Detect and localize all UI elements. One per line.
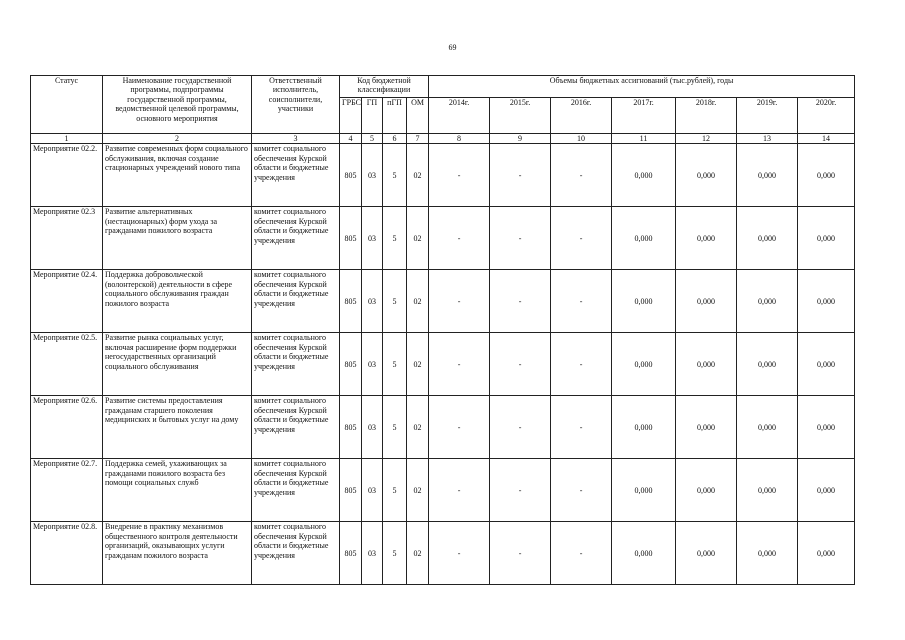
- row-value: -: [429, 207, 490, 270]
- row-value: 0,000: [612, 522, 676, 585]
- row-value: 0,000: [676, 270, 737, 333]
- row-value: -: [490, 333, 551, 396]
- row-value: 0,000: [676, 144, 737, 207]
- row-om: 02: [407, 144, 429, 207]
- row-value: -: [490, 144, 551, 207]
- row-value: -: [551, 270, 612, 333]
- header-code-group: Код бюджетной классификации: [340, 76, 429, 98]
- row-value: 0,000: [798, 333, 855, 396]
- header-gp: ГП: [362, 98, 383, 134]
- row-value: 0,000: [676, 207, 737, 270]
- row-om: 02: [407, 459, 429, 522]
- row-grbs: 805: [340, 207, 362, 270]
- row-grbs: 805: [340, 333, 362, 396]
- row-value: 0,000: [737, 522, 798, 585]
- row-value: -: [429, 144, 490, 207]
- row-responsible: комитет социального обеспечения Курской области и бюджетные учреждения: [252, 396, 340, 459]
- row-status: Мероприятие 02.4.: [31, 270, 103, 333]
- budget-table: [30, 75, 855, 585]
- row-gp: 03: [362, 396, 383, 459]
- row-grbs: 805: [340, 396, 362, 459]
- row-gp: 03: [362, 522, 383, 585]
- row-om: 02: [407, 396, 429, 459]
- row-value: 0,000: [676, 522, 737, 585]
- row-value: 0,000: [798, 459, 855, 522]
- row-name: Внедрение в практику механизмов общественного контроля деятельности организаций, оказывающих услуги гражданам пожилого возраста: [103, 522, 252, 585]
- row-om: 02: [407, 522, 429, 585]
- row-value: -: [429, 459, 490, 522]
- row-responsible: комитет социального обеспечения Курской области и бюджетные учреждения: [252, 459, 340, 522]
- header-year: 2014г.: [429, 98, 490, 134]
- row-value: 0,000: [612, 270, 676, 333]
- row-value: 0,000: [612, 333, 676, 396]
- row-name: Развитие рынка социальных услуг, включая расширение форм поддержки негосударственных организаций социального обслуживания: [103, 333, 252, 396]
- header-year: 2020г.: [798, 98, 855, 134]
- table-row: [31, 459, 855, 522]
- row-gp: 03: [362, 459, 383, 522]
- row-value: -: [490, 207, 551, 270]
- header-name: Наименование государственной программы, подпрограммы государственной программы, ведомственной целевой программы, основного мероприятия: [103, 76, 252, 134]
- row-name: Поддержка добровольческой (волонтерской) деятельности в сфере социального обслуживания граждан пожилого возраста: [103, 270, 252, 333]
- row-responsible: комитет социального обеспечения Курской области и бюджетные учреждения: [252, 333, 340, 396]
- row-value: 0,000: [798, 396, 855, 459]
- row-status: Мероприятие 02.3: [31, 207, 103, 270]
- table-row: [31, 522, 855, 585]
- row-status: Мероприятие 02.6.: [31, 396, 103, 459]
- row-responsible: комитет социального обеспечения Курской области и бюджетные учреждения: [252, 207, 340, 270]
- row-responsible: комитет социального обеспечения Курской области и бюджетные учреждения: [252, 270, 340, 333]
- row-grbs: 805: [340, 270, 362, 333]
- row-value: 0,000: [798, 522, 855, 585]
- row-name: Развитие системы предоставления гражданам старшего поколения медицинских и бытовых услуг на дому: [103, 396, 252, 459]
- row-value: -: [429, 396, 490, 459]
- column-number: 10: [551, 134, 612, 144]
- row-grbs: 805: [340, 459, 362, 522]
- column-number: 13: [737, 134, 798, 144]
- row-value: -: [490, 459, 551, 522]
- row-value: -: [551, 144, 612, 207]
- header-year: 2017г.: [612, 98, 676, 134]
- column-number: 1: [31, 134, 103, 144]
- row-value: -: [429, 333, 490, 396]
- row-value: 0,000: [612, 207, 676, 270]
- row-grbs: 805: [340, 522, 362, 585]
- row-name: Развитие современных форм социального обслуживания, включая создание стационарных учреждений нового типа: [103, 144, 252, 207]
- row-value: 0,000: [737, 270, 798, 333]
- page-number: 69: [448, 43, 457, 52]
- row-value: -: [551, 396, 612, 459]
- row-pgp: 5: [383, 207, 407, 270]
- row-pgp: 5: [383, 270, 407, 333]
- row-value: -: [551, 522, 612, 585]
- row-value: 0,000: [612, 144, 676, 207]
- row-value: 0,000: [612, 396, 676, 459]
- row-grbs: 805: [340, 144, 362, 207]
- row-responsible: комитет социального обеспечения Курской области и бюджетные учреждения: [252, 522, 340, 585]
- row-pgp: 5: [383, 459, 407, 522]
- table-row: [31, 396, 855, 459]
- header-year: 2015г.: [490, 98, 551, 134]
- row-pgp: 5: [383, 522, 407, 585]
- row-om: 02: [407, 207, 429, 270]
- row-value: 0,000: [737, 333, 798, 396]
- row-pgp: 5: [383, 396, 407, 459]
- table-row: [31, 333, 855, 396]
- table-row: [31, 207, 855, 270]
- row-value: 0,000: [737, 144, 798, 207]
- header-year: 2019г.: [737, 98, 798, 134]
- row-value: 0,000: [676, 333, 737, 396]
- column-number: 4: [340, 134, 362, 144]
- row-value: -: [490, 396, 551, 459]
- column-number: 14: [798, 134, 855, 144]
- column-number: 11: [612, 134, 676, 144]
- row-value: 0,000: [737, 396, 798, 459]
- header-responsible: Ответственный исполнитель, соисполнители, участники: [252, 76, 340, 134]
- row-status: Мероприятие 02.8.: [31, 522, 103, 585]
- row-status: Мероприятие 02.7.: [31, 459, 103, 522]
- row-status: Мероприятие 02.2.: [31, 144, 103, 207]
- column-number-row: [31, 134, 855, 144]
- header-status: Статус: [31, 76, 103, 134]
- row-value: 0,000: [798, 270, 855, 333]
- row-status: Мероприятие 02.5.: [31, 333, 103, 396]
- row-value: 0,000: [798, 144, 855, 207]
- header-year: 2018г.: [676, 98, 737, 134]
- row-name: Развитие альтернативных (нестационарных) форм ухода за гражданами пожилого возраста: [103, 207, 252, 270]
- row-gp: 03: [362, 333, 383, 396]
- table-row: [31, 270, 855, 333]
- row-value: 0,000: [612, 459, 676, 522]
- column-number: 2: [103, 134, 252, 144]
- column-number: 6: [383, 134, 407, 144]
- row-value: -: [490, 270, 551, 333]
- row-om: 02: [407, 270, 429, 333]
- row-gp: 03: [362, 144, 383, 207]
- row-value: -: [490, 522, 551, 585]
- header-volumes-group: Объемы бюджетных ассигнований (тыс.рублей), годы: [429, 76, 855, 98]
- row-pgp: 5: [383, 333, 407, 396]
- column-number: 7: [407, 134, 429, 144]
- row-pgp: 5: [383, 144, 407, 207]
- row-value: -: [429, 270, 490, 333]
- row-value: 0,000: [737, 459, 798, 522]
- row-value: -: [551, 459, 612, 522]
- row-gp: 03: [362, 207, 383, 270]
- row-responsible: комитет социального обеспечения Курской области и бюджетные учреждения: [252, 144, 340, 207]
- column-number: 5: [362, 134, 383, 144]
- table-row: [31, 144, 855, 207]
- row-name: Поддержка семей, ухаживающих за гражданами пожилого возраста без помощи социальных служб: [103, 459, 252, 522]
- row-value: 0,000: [737, 207, 798, 270]
- row-value: 0,000: [676, 396, 737, 459]
- column-number: 9: [490, 134, 551, 144]
- column-number: 12: [676, 134, 737, 144]
- row-om: 02: [407, 333, 429, 396]
- header-grbs: ГРБС: [340, 98, 362, 134]
- row-value: 0,000: [676, 459, 737, 522]
- row-gp: 03: [362, 270, 383, 333]
- row-value: -: [429, 522, 490, 585]
- header-year: 2016г.: [551, 98, 612, 134]
- column-number: 3: [252, 134, 340, 144]
- header-om: ОМ: [407, 98, 429, 134]
- row-value: 0,000: [798, 207, 855, 270]
- row-value: -: [551, 333, 612, 396]
- column-number: 8: [429, 134, 490, 144]
- row-value: -: [551, 207, 612, 270]
- header-pgp: пГП: [383, 98, 407, 134]
